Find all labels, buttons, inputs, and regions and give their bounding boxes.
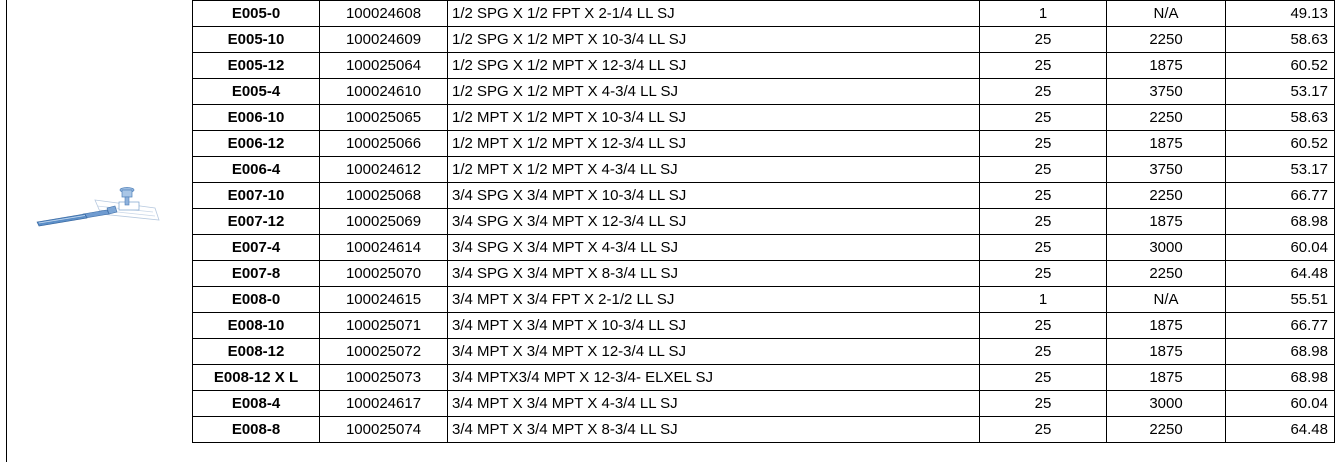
price-cell: 68.98: [1226, 365, 1335, 391]
case-cell: N/A: [1107, 287, 1226, 313]
desc-cell: 3/4 SPG X 3/4 MPT X 4-3/4 LL SJ: [448, 235, 980, 261]
case-cell: 1875: [1107, 365, 1226, 391]
item-cell: 100025066: [320, 131, 448, 157]
table-row: [193, 27, 1335, 53]
item-cell: 100025065: [320, 105, 448, 131]
desc-cell: 1/2 SPG X 1/2 MPT X 4-3/4 LL SJ: [448, 79, 980, 105]
table-row: [193, 261, 1335, 287]
table-row: [193, 53, 1335, 79]
price-cell: 60.52: [1226, 53, 1335, 79]
qty-cell: 25: [980, 235, 1107, 261]
table-row: [193, 105, 1335, 131]
item-cell: 100025064: [320, 53, 448, 79]
case-cell: 3750: [1107, 157, 1226, 183]
part-cell: E005-12: [193, 53, 320, 79]
qty-cell: 25: [980, 131, 1107, 157]
table-row: [193, 131, 1335, 157]
item-cell: 100025073: [320, 365, 448, 391]
table-row: [193, 313, 1335, 339]
table-row: [193, 417, 1335, 443]
part-cell: E008-12 X L: [193, 365, 320, 391]
price-cell: 53.17: [1226, 79, 1335, 105]
case-cell: 1875: [1107, 209, 1226, 235]
price-cell: 60.04: [1226, 391, 1335, 417]
item-cell: 100025068: [320, 183, 448, 209]
part-cell: E005-0: [193, 1, 320, 27]
table-row: [193, 235, 1335, 261]
case-cell: 1875: [1107, 131, 1226, 157]
price-cell: 53.17: [1226, 157, 1335, 183]
table-row: [193, 365, 1335, 391]
item-cell: 100024608: [320, 1, 448, 27]
qty-cell: 25: [980, 53, 1107, 79]
case-cell: 2250: [1107, 27, 1226, 53]
case-cell: 1875: [1107, 339, 1226, 365]
item-cell: 100024617: [320, 391, 448, 417]
qty-cell: 25: [980, 313, 1107, 339]
item-cell: 100024614: [320, 235, 448, 261]
case-cell: 2250: [1107, 105, 1226, 131]
part-cell: E007-12: [193, 209, 320, 235]
qty-cell: 25: [980, 79, 1107, 105]
qty-cell: 25: [980, 209, 1107, 235]
part-cell: E008-12: [193, 339, 320, 365]
case-cell: 2250: [1107, 183, 1226, 209]
table-row: [193, 157, 1335, 183]
item-cell: 100024610: [320, 79, 448, 105]
desc-cell: 3/4 MPT X 3/4 MPT X 8-3/4 LL SJ: [448, 417, 980, 443]
case-cell: 1875: [1107, 53, 1226, 79]
price-sheet: [6, 0, 1334, 462]
part-cell: E005-4: [193, 79, 320, 105]
table-row: [193, 79, 1335, 105]
case-cell: 2250: [1107, 417, 1226, 443]
item-cell: 100025071: [320, 313, 448, 339]
desc-cell: 3/4 MPT X 3/4 MPT X 10-3/4 LL SJ: [448, 313, 980, 339]
part-cell: E005-10: [193, 27, 320, 53]
desc-cell: 3/4 MPTX3/4 MPT X 12-3/4- ELXEL SJ: [448, 365, 980, 391]
part-cell: E006-10: [193, 105, 320, 131]
desc-cell: 3/4 SPG X 3/4 MPT X 10-3/4 LL SJ: [448, 183, 980, 209]
part-cell: E006-12: [193, 131, 320, 157]
qty-cell: 25: [980, 157, 1107, 183]
price-cell: 68.98: [1226, 339, 1335, 365]
qty-cell: 25: [980, 365, 1107, 391]
price-cell: 66.77: [1226, 183, 1335, 209]
desc-cell: 1/2 MPT X 1/2 MPT X 4-3/4 LL SJ: [448, 157, 980, 183]
qty-cell: 25: [980, 417, 1107, 443]
price-cell: 58.63: [1226, 27, 1335, 53]
case-cell: 1875: [1107, 313, 1226, 339]
price-cell: 64.48: [1226, 417, 1335, 443]
price-cell: 49.13: [1226, 1, 1335, 27]
item-cell: 100024615: [320, 287, 448, 313]
table-row: [193, 287, 1335, 313]
price-cell: 58.63: [1226, 105, 1335, 131]
qty-cell: 1: [980, 287, 1107, 313]
item-cell: 100024609: [320, 27, 448, 53]
desc-cell: 1/2 SPG X 1/2 MPT X 10-3/4 LL SJ: [448, 27, 980, 53]
case-cell: 3750: [1107, 79, 1226, 105]
price-cell: 66.77: [1226, 313, 1335, 339]
part-cell: E007-10: [193, 183, 320, 209]
part-cell: E006-4: [193, 157, 320, 183]
table-row: [193, 339, 1335, 365]
desc-cell: 1/2 SPG X 1/2 MPT X 12-3/4 LL SJ: [448, 53, 980, 79]
table-row: [193, 209, 1335, 235]
desc-cell: 3/4 SPG X 3/4 MPT X 8-3/4 LL SJ: [448, 261, 980, 287]
qty-cell: 25: [980, 105, 1107, 131]
part-cell: E008-8: [193, 417, 320, 443]
table-row: [193, 391, 1335, 417]
price-cell: 55.51: [1226, 287, 1335, 313]
part-cell: E007-8: [193, 261, 320, 287]
qty-cell: 25: [980, 183, 1107, 209]
desc-cell: 1/2 SPG X 1/2 FPT X 2-1/4 LL SJ: [448, 1, 980, 27]
price-cell: 60.52: [1226, 131, 1335, 157]
qty-cell: 25: [980, 391, 1107, 417]
part-cell: E008-0: [193, 287, 320, 313]
swing-joint-assembly-icon: [35, 186, 165, 236]
qty-cell: 25: [980, 261, 1107, 287]
product-image-cell: [6, 0, 192, 462]
qty-cell: 25: [980, 339, 1107, 365]
price-cell: 64.48: [1226, 261, 1335, 287]
part-cell: E007-4: [193, 235, 320, 261]
qty-cell: 25: [980, 27, 1107, 53]
price-cell: 68.98: [1226, 209, 1335, 235]
item-cell: 100024612: [320, 157, 448, 183]
desc-cell: 1/2 MPT X 1/2 MPT X 12-3/4 LL SJ: [448, 131, 980, 157]
table-row: [193, 1, 1335, 27]
case-cell: 2250: [1107, 261, 1226, 287]
part-cell: E008-4: [193, 391, 320, 417]
table-row: [193, 183, 1335, 209]
price-cell: 60.04: [1226, 235, 1335, 261]
case-cell: 3000: [1107, 235, 1226, 261]
item-cell: 100025069: [320, 209, 448, 235]
parts-table: [192, 0, 1335, 443]
desc-cell: 3/4 MPT X 3/4 MPT X 12-3/4 LL SJ: [448, 339, 980, 365]
part-cell: E008-10: [193, 313, 320, 339]
desc-cell: 1/2 MPT X 1/2 MPT X 10-3/4 LL SJ: [448, 105, 980, 131]
desc-cell: 3/4 SPG X 3/4 MPT X 12-3/4 LL SJ: [448, 209, 980, 235]
desc-cell: 3/4 MPT X 3/4 FPT X 2-1/2 LL SJ: [448, 287, 980, 313]
qty-cell: 1: [980, 1, 1107, 27]
item-cell: 100025072: [320, 339, 448, 365]
case-cell: N/A: [1107, 1, 1226, 27]
desc-cell: 3/4 MPT X 3/4 MPT X 4-3/4 LL SJ: [448, 391, 980, 417]
item-cell: 100025070: [320, 261, 448, 287]
item-cell: 100025074: [320, 417, 448, 443]
case-cell: 3000: [1107, 391, 1226, 417]
